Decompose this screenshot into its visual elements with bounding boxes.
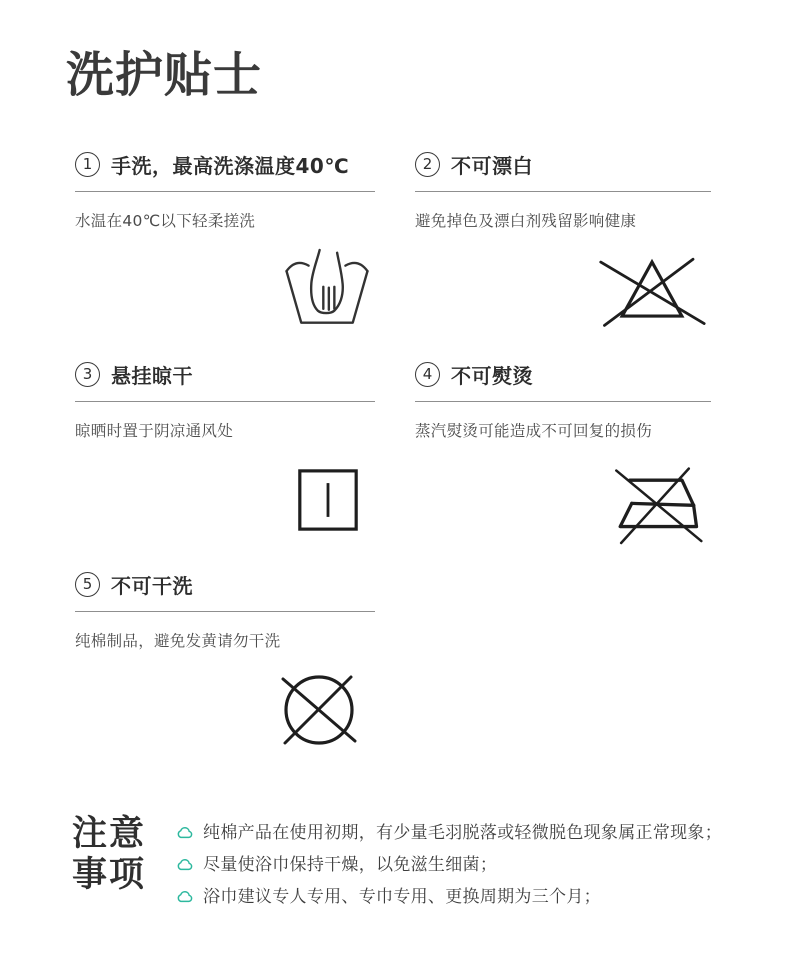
care-item-heading-row <box>75 360 375 388</box>
care-item-description: 蒸汽熨烫可能造成不可回复的损伤 <box>415 422 653 440</box>
page-title: 洗护贴士 <box>66 47 263 103</box>
cloud-icon <box>176 889 194 904</box>
care-item-heading: 不可熨烫 <box>451 363 533 388</box>
note-text: 尽量使浴巾保持干燥，以免滋生细菌； <box>203 855 498 875</box>
care-icon-row <box>75 451 375 549</box>
divider <box>75 611 375 612</box>
hang-dry-icon <box>297 467 359 533</box>
care-item-description: 晾晒时置于阴凉通风处 <box>75 422 234 440</box>
care-item-hang-dry <box>75 360 375 549</box>
circled-number: 3 <box>75 362 100 387</box>
care-icon-row <box>75 241 375 339</box>
divider <box>415 191 711 192</box>
do-not-bleach-icon <box>593 249 711 331</box>
note-item <box>176 881 722 913</box>
circled-number: 1 <box>75 152 100 177</box>
care-icon-row <box>415 241 711 339</box>
cloud-icon <box>176 857 194 872</box>
care-icon-row <box>75 661 375 759</box>
care-item-heading: 手洗，最高洗涤温度40℃ <box>111 153 350 178</box>
care-item-heading-row <box>75 150 375 178</box>
circled-number: 4 <box>415 362 440 387</box>
care-item-heading-row <box>415 360 711 388</box>
care-item-description: 纯棉制品，避免发黄请勿干洗 <box>75 632 281 650</box>
care-item-description: 水温在40℃以下轻柔搓洗 <box>75 212 256 230</box>
divider <box>75 191 375 192</box>
care-icon-row <box>415 451 711 549</box>
care-item-no-dry-clean <box>75 570 375 759</box>
care-item-heading: 不可漂白 <box>451 153 533 178</box>
note-text: 纯棉产品在使用初期，有少量毛羽脱落或轻微脱色现象属正常现象； <box>203 823 723 843</box>
care-item-no-iron <box>415 360 711 549</box>
notes-title-line2: 事项 <box>72 855 147 895</box>
do-not-dry-clean-icon <box>279 667 359 753</box>
circled-number: 5 <box>75 572 100 597</box>
divider <box>75 401 375 402</box>
note-item <box>176 817 722 849</box>
notes-list <box>176 814 722 913</box>
circled-number: 2 <box>415 152 440 177</box>
divider <box>415 401 711 402</box>
care-item-heading-row <box>75 570 375 598</box>
care-item-heading: 不可干洗 <box>111 573 193 598</box>
notes-title <box>72 814 146 913</box>
note-item <box>176 849 722 881</box>
care-item-heading-row <box>415 150 711 178</box>
care-item-hand-wash <box>75 150 375 339</box>
cloud-icon <box>176 825 194 840</box>
care-item-no-bleach <box>415 150 711 339</box>
notes-title-line1: 注意 <box>72 814 147 854</box>
note-text: 浴巾建议专人专用、专巾专用、更换周期为三个月； <box>203 887 601 907</box>
care-item-heading: 悬挂晾干 <box>111 363 193 388</box>
do-not-iron-icon <box>597 454 711 546</box>
notes-section <box>72 814 722 913</box>
care-item-description: 避免掉色及漂白剂残留影响健康 <box>415 212 637 230</box>
hand-wash-icon <box>281 245 373 335</box>
